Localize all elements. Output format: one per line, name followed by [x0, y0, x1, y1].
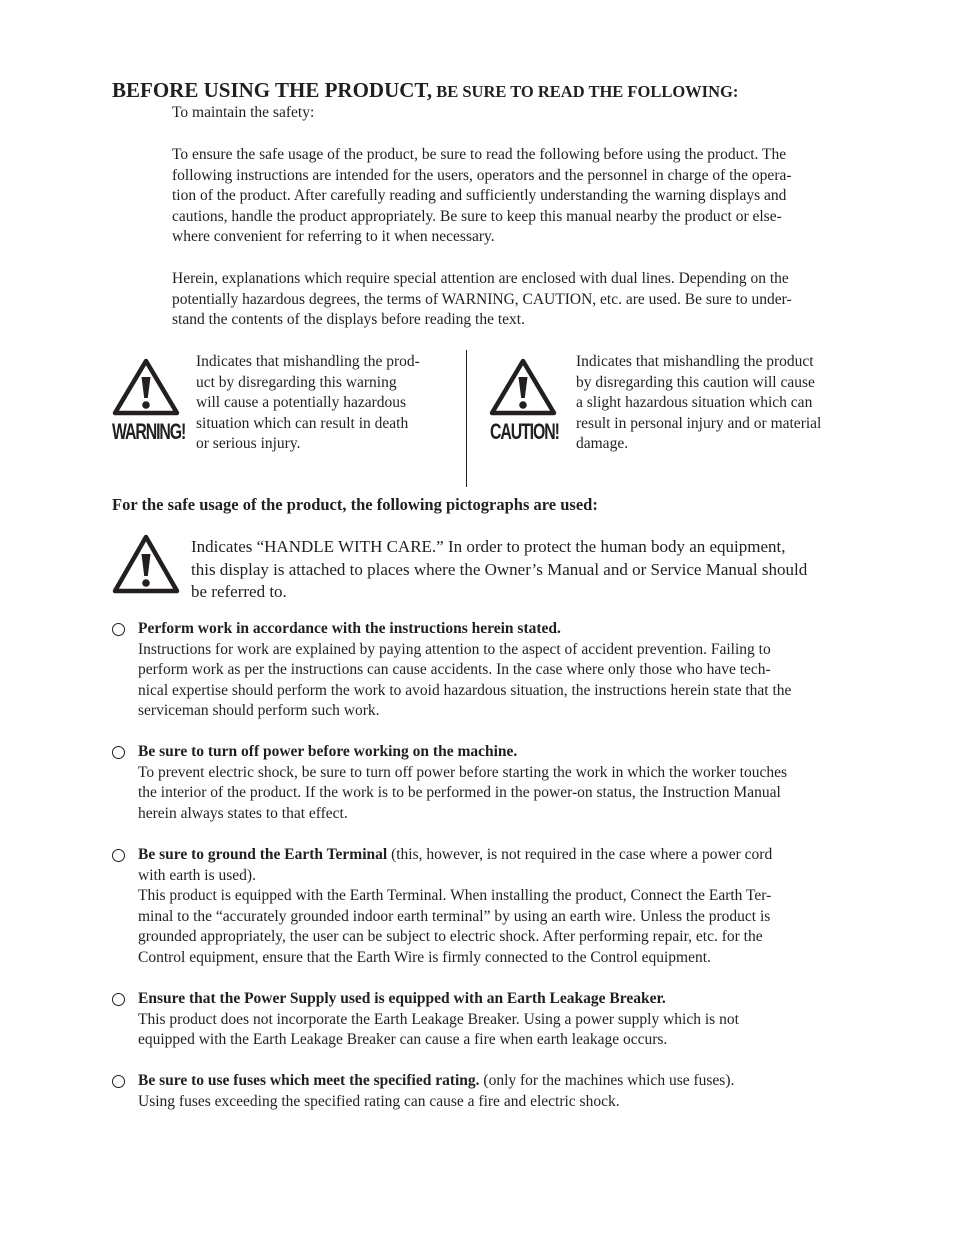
caution-description: Indicates that mishandling the product by disregarding this caution will cause a slight hazardous situation which can result in personal injury and or material damage.	[576, 353, 822, 453]
item-body: This product does not incorporate the Earth Leakage Breaker. Using a power supply which is not equipped with the Earth Leakage Breaker can cause a fire when earth leakage occurs.	[138, 1010, 739, 1049]
circle-bullet-icon	[112, 746, 125, 759]
item-title-suffix: (this, however, is not required in the case where a power cord with earth is used).	[138, 846, 773, 884]
warning-triangle-icon	[112, 358, 180, 416]
pictographs-heading: For the safe usage of the product, the following pictographs are used:	[112, 495, 598, 514]
item-body: Instructions for work are explained by paying attention to the aspect of accident prevention. Failing to perform work as per the instructions can cause accidents. In the case where only those who have tech- nical expertise should perform the work to avoid hazardous situation, the instructions herein state that the serviceman should perform such work.	[138, 640, 792, 720]
item-title: Ensure that the Power Supply used is equipped with an Earth Leakage Breaker.	[138, 990, 666, 1007]
item-title: Be sure to use fuses which meet the specified rating.	[138, 1072, 480, 1089]
item-body: Using fuses exceeding the specified rating can cause a fire and electric shock.	[138, 1092, 620, 1110]
heading-main: BEFORE USING THE PRODUCT,	[112, 78, 433, 102]
caution-label: CAUTION!	[490, 419, 559, 444]
caution-symbol	[489, 358, 557, 416]
maintain-safety-text: To maintain the safety:	[172, 104, 315, 121]
item-body: To prevent electric shock, be sure to turn off power before starting the work in which the worker touches the interior of the product. If the work is to be performed in the power-on status, the Instruction Manual herein always states to that effect.	[138, 763, 787, 822]
item-body: This product is equipped with the Earth Terminal. When installing the product, Connect the Earth Ter- minal to the “accurately grounded indoor earth terminal” by using an earth wire. Unless the product is grounded appropriately, the user can be subject to electric shock. After performing repair, etc. for the Control equipment, ensure that the Earth Wire is firmly connected to the Control equipment.	[138, 887, 772, 966]
caution-triangle-icon	[489, 358, 557, 416]
circle-bullet-icon	[112, 623, 125, 636]
circle-bullet-icon	[112, 993, 125, 1006]
item-title: Perform work in accordance with the instructions herein stated.	[138, 620, 561, 637]
intro-paragraph-2: Herein, explanations which require special attention are enclosed with dual lines. Depending on the potentially hazardous degrees, the terms of WARNING, CAUTION, etc. are used. Be sure to under- stand the contents of the displays before reading the text.	[172, 270, 792, 329]
heading-sub: BE SURE TO READ THE FOLLOWING:	[432, 82, 739, 101]
page-heading	[112, 78, 738, 103]
intro-paragraph-1: To ensure the safe usage of the product, be sure to read the following before using the product. The following instructions are intended for the users, operators and the personnel in charge of the opera- tion of the product. After carefully reading and sufficiently understanding the warning displays and cautions, handle the product appropriately. Be sure to keep this manual nearby the product or else- where convenient for referring to it when necessary.	[172, 146, 792, 246]
item-title: Be sure to turn off power before working on the machine.	[138, 743, 518, 760]
warning-label: WARNING!	[112, 419, 186, 444]
item-title-suffix: (only for the machines which use fuses).	[479, 1072, 735, 1089]
warning-description: Indicates that mishandling the prod- uct by disregarding this warning will cause a potentially hazardous situation which can result in death or serious injury.	[196, 353, 420, 453]
circle-bullet-icon	[112, 849, 125, 862]
item-title: Be sure to ground the Earth Terminal	[138, 846, 388, 863]
warning-symbol	[112, 358, 180, 416]
handle-with-care-text: Indicates “HANDLE WITH CARE.” In order to protect the human body an equipment, this display is attached to places where the Owner’s Manual and or Service Manual should be referred to.	[191, 537, 808, 602]
handle-with-care-symbol	[112, 534, 180, 594]
handle-with-care-icon	[112, 534, 180, 594]
circle-bullet-icon	[112, 1075, 125, 1088]
symbol-divider	[466, 350, 467, 487]
